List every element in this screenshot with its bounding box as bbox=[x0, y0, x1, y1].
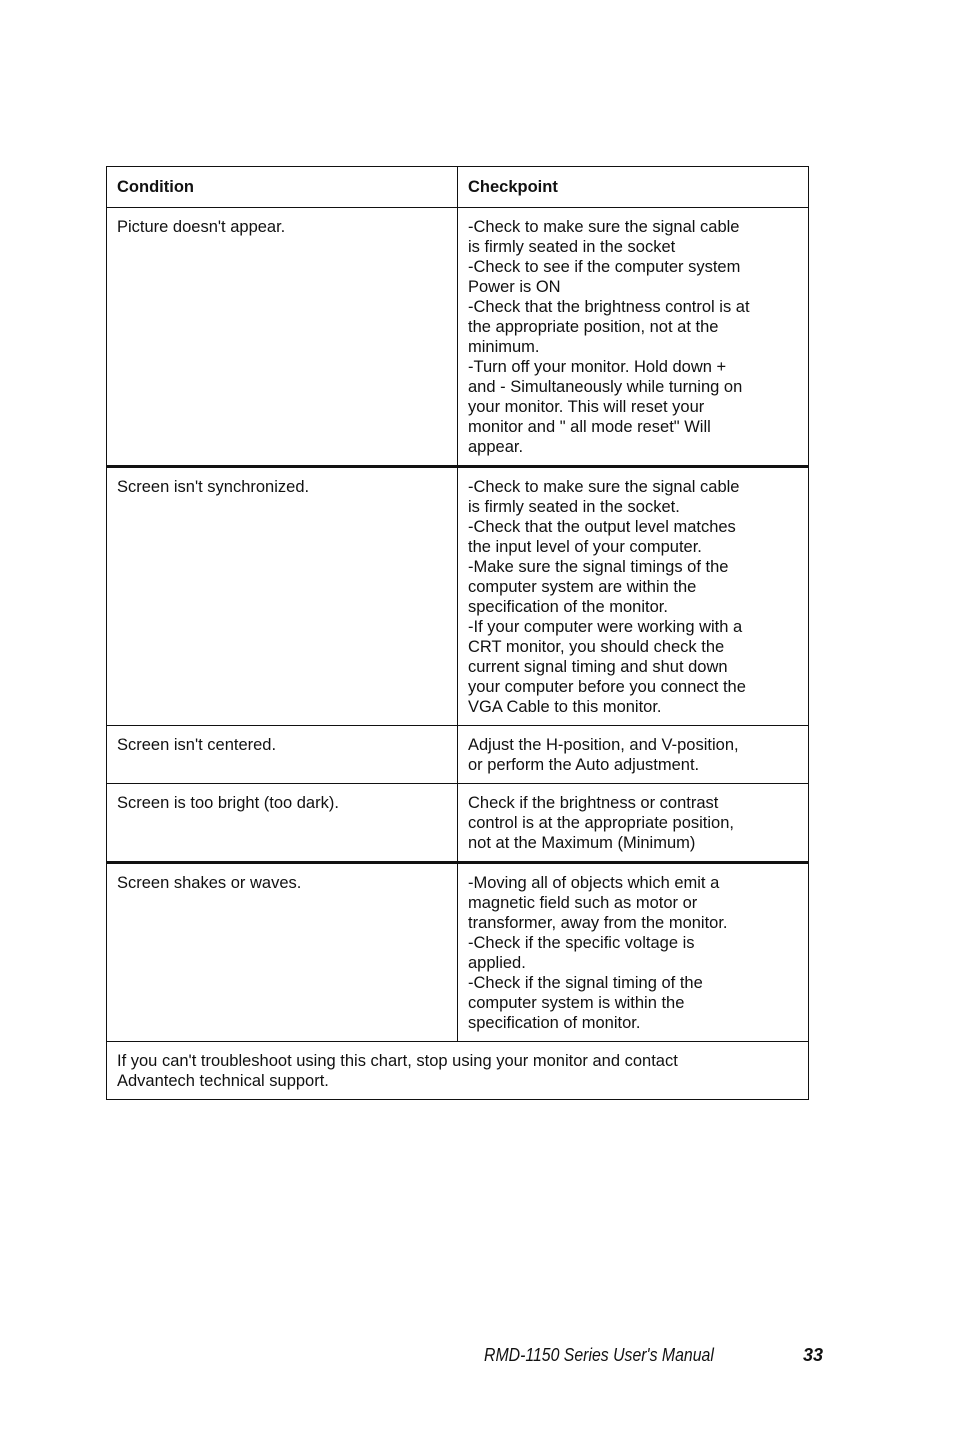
checkpoint-line: your monitor. This will reset your bbox=[468, 398, 705, 416]
header-checkpoint: Checkpoint bbox=[458, 167, 809, 208]
checkpoint-cell bbox=[458, 784, 809, 863]
checkpoint-line: or perform the Auto adjustment. bbox=[468, 756, 700, 774]
checkpoint-line: applied. bbox=[468, 954, 526, 972]
checkpoint-line: -Check to see if the computer system bbox=[468, 258, 741, 276]
checkpoint-line: specification of monitor. bbox=[468, 1014, 641, 1032]
checkpoint-line: -Check that the brightness control is at bbox=[468, 298, 750, 316]
note-line: If you can't troubleshoot using this chart, stop using your monitor and contact bbox=[117, 1052, 678, 1070]
checkpoint-line: control is at the appropriate position, bbox=[468, 814, 734, 832]
table-row bbox=[107, 863, 809, 1042]
checkpoint-line: computer system is within the bbox=[468, 994, 685, 1012]
checkpoint-line: computer system are within the bbox=[468, 578, 697, 596]
page-number: 33 bbox=[803, 1345, 824, 1365]
checkpoint-line: -Moving all of objects which emit a bbox=[468, 874, 720, 892]
checkpoint-cell bbox=[458, 726, 809, 784]
checkpoint-line: -Check that the output level matches bbox=[468, 518, 736, 536]
checkpoint-line: the appropriate position, not at the bbox=[468, 318, 719, 336]
checkpoint-line: -Check to make sure the signal cable bbox=[468, 478, 740, 496]
checkpoint-line: your computer before you connect the bbox=[468, 678, 746, 696]
checkpoint-line: transformer, away from the monitor. bbox=[468, 914, 728, 932]
checkpoint-line: -Make sure the signal timings of the bbox=[468, 558, 729, 576]
checkpoint-line: monitor and " all mode reset" Will bbox=[468, 418, 711, 436]
checkpoint-line: Power is ON bbox=[468, 278, 561, 296]
checkpoint-line: current signal timing and shut down bbox=[468, 658, 728, 676]
checkpoint-cell bbox=[458, 863, 809, 1042]
checkpoint-line: magnetic field such as motor or bbox=[468, 894, 698, 912]
condition-cell: Picture doesn't appear. bbox=[107, 208, 458, 467]
checkpoint-line: appear. bbox=[468, 438, 524, 456]
table-row bbox=[107, 726, 809, 784]
checkpoint-line: not at the Maximum (Minimum) bbox=[468, 834, 696, 852]
checkpoint-line: and - Simultaneously while turning on bbox=[468, 378, 743, 396]
condition-cell: Screen shakes or waves. bbox=[107, 863, 458, 1042]
condition-cell: Screen isn't centered. bbox=[107, 726, 458, 784]
checkpoint-line: is firmly seated in the socket. bbox=[468, 498, 680, 516]
checkpoint-line: minimum. bbox=[468, 338, 540, 356]
checkpoint-line: -If your computer were working with a bbox=[468, 618, 743, 636]
table-row bbox=[107, 208, 809, 467]
header-condition: Condition bbox=[107, 167, 458, 208]
checkpoint-cell bbox=[458, 467, 809, 726]
table-header-row bbox=[107, 167, 809, 208]
table-row bbox=[107, 784, 809, 863]
condition-cell: Screen isn't synchronized. bbox=[107, 467, 458, 726]
checkpoint-line: -Check to make sure the signal cable bbox=[468, 218, 740, 236]
checkpoint-line: -Check if the specific voltage is bbox=[468, 934, 695, 952]
manual-title: RMD-1150 Series User's Manual bbox=[484, 1345, 714, 1365]
checkpoint-line: -Check if the signal timing of the bbox=[468, 974, 703, 992]
support-note bbox=[107, 1042, 809, 1100]
checkpoint-line: specification of the monitor. bbox=[468, 598, 668, 616]
note-line: Advantech technical support. bbox=[117, 1072, 329, 1090]
troubleshooting-table bbox=[106, 166, 809, 1100]
checkpoint-line: Check if the brightness or contrast bbox=[468, 794, 719, 812]
checkpoint-cell bbox=[458, 208, 809, 467]
checkpoint-line: is firmly seated in the socket bbox=[468, 238, 676, 256]
checkpoint-line: Adjust the H-position, and V-position, bbox=[468, 736, 739, 754]
table-note-row bbox=[107, 1042, 809, 1100]
checkpoint-line: the input level of your computer. bbox=[468, 538, 702, 556]
checkpoint-line: -Turn off your monitor. Hold down + bbox=[468, 358, 727, 376]
page-footer bbox=[0, 1345, 954, 1369]
checkpoint-line: CRT monitor, you should check the bbox=[468, 638, 725, 656]
condition-cell: Screen is too bright (too dark). bbox=[107, 784, 458, 863]
table-row bbox=[107, 467, 809, 726]
checkpoint-line: VGA Cable to this monitor. bbox=[468, 698, 662, 716]
